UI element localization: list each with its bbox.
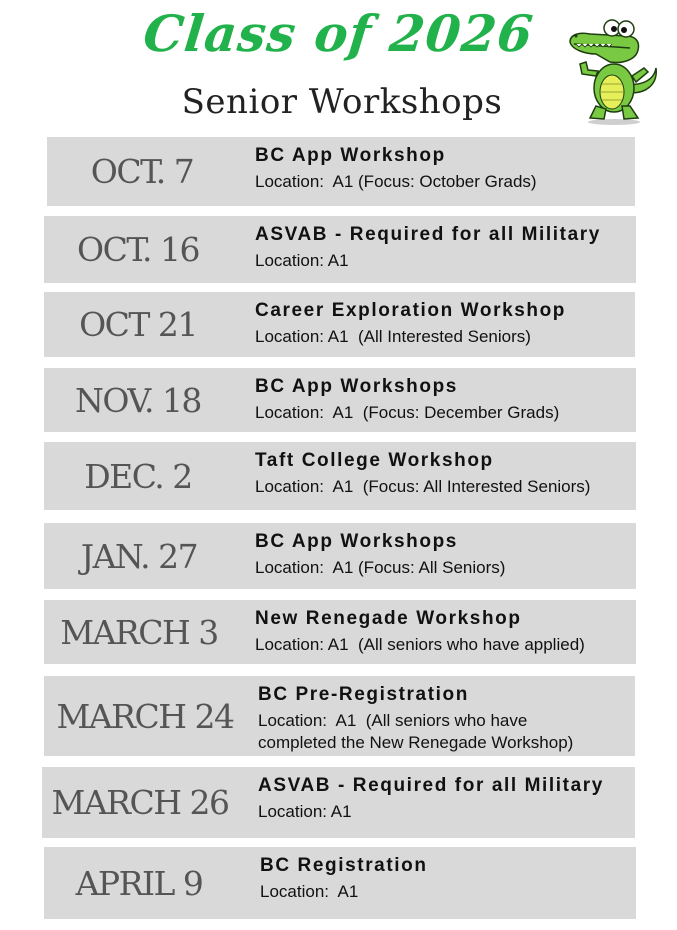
workshop-event: BC App Workshop xyxy=(255,145,446,166)
workshop-location: Location: A1 xyxy=(260,882,359,901)
workshop-event: ASVAB - Required for all Military xyxy=(258,775,604,796)
workshop-location: Location: A1 (All Interested Seniors) xyxy=(255,327,531,346)
workshop-location: Location: A1 (Focus: December Grads) xyxy=(255,403,560,422)
workshop-row xyxy=(47,137,635,206)
workshop-date: JAN. 27 xyxy=(80,536,198,576)
workshop-date: MARCH 24 xyxy=(56,696,234,736)
workshop-row xyxy=(44,442,636,510)
alligator-mascot-icon xyxy=(566,14,662,126)
workshop-event: Career Exploration Workshop xyxy=(255,300,567,321)
workshop-event: BC App Workshops xyxy=(255,376,458,397)
workshop-date: APRIL 9 xyxy=(75,863,203,903)
workshop-date: MARCH 3 xyxy=(60,612,218,652)
workshop-location: Location: A1 (Focus: All Seniors) xyxy=(255,558,506,577)
workshop-location: Location: A1 (Focus: October Grads) xyxy=(255,172,537,191)
workshop-row xyxy=(44,600,636,664)
workshop-row xyxy=(44,847,636,919)
workshop-event: Taft College Workshop xyxy=(255,450,494,471)
workshop-event: New Renegade Workshop xyxy=(255,608,522,629)
workshop-row xyxy=(44,292,635,357)
page-title: Class of 2026 xyxy=(140,4,537,63)
workshop-location: Location: A1 (Focus: All Interested Seniors) xyxy=(255,477,591,496)
workshop-date: MARCH 26 xyxy=(51,783,229,822)
workshop-event: BC Pre-Registration xyxy=(258,684,469,705)
workshop-event: BC App Workshops xyxy=(255,531,458,552)
workshop-row xyxy=(42,767,635,838)
workshop-date: NOV. 18 xyxy=(75,380,201,420)
workshop-row xyxy=(44,216,636,283)
page-subtitle: Senior Workshops xyxy=(181,82,503,122)
workshop-row xyxy=(44,368,636,432)
workshop-date: OCT 21 xyxy=(79,305,197,344)
workshop-row xyxy=(44,523,636,589)
workshop-date: OCT. 7 xyxy=(90,152,194,191)
workshop-date: OCT. 16 xyxy=(77,230,199,269)
workshop-event: ASVAB - Required for all Military xyxy=(255,224,601,245)
workshop-location: Location: A1 xyxy=(258,802,352,821)
workshop-row xyxy=(44,676,635,756)
workshop-location: Location: A1 xyxy=(255,251,349,270)
workshop-location: Location: A1 (All seniors who have applied) xyxy=(255,635,585,654)
workshop-date: DEC. 2 xyxy=(84,456,192,496)
workshop-location: Location: A1 (All seniors who have completed the New Renegade Workshop) xyxy=(258,711,574,752)
workshop-event: BC Registration xyxy=(260,855,428,876)
